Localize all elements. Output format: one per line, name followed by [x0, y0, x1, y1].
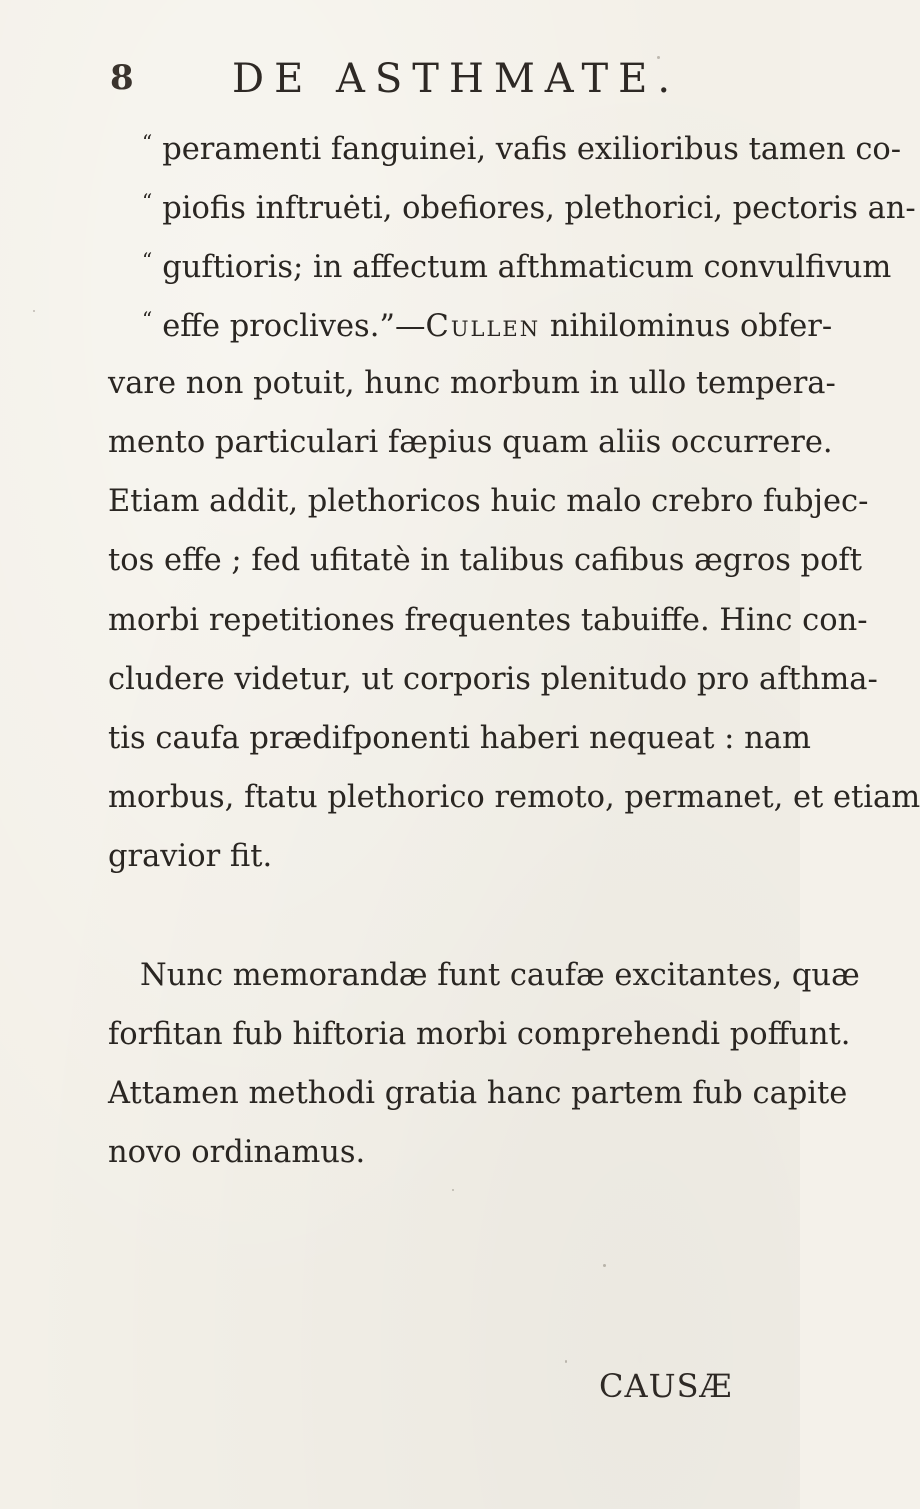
text-line: “ effe proclives.”—Cullen nihilominus obfer-: [142, 307, 833, 344]
text-line: “ guftioris; in affectum afthmaticum convulfivum: [142, 248, 892, 285]
text-line: “ piofis inftruėti, obefiores, plethorici, pectoris an-: [142, 189, 916, 226]
text-line: mento particulari fæpius quam aliis occurrere.: [108, 425, 833, 460]
text-line: Nunc memorandæ funt caufæ excitantes, quæ: [140, 958, 860, 993]
catchword: CAUSÆ: [599, 1367, 733, 1405]
ink-speck: [603, 1264, 606, 1267]
ink-speck: [565, 1360, 567, 1363]
text-line: vare non potuit, hunc morbum in ullo tempera-: [108, 366, 836, 401]
text-line: morbus, ftatu plethorico remoto, permanet, et etiam: [108, 780, 920, 815]
ink-speck: [452, 1189, 454, 1191]
text-line: tos effe ; fed ufitatè in talibus cafibus ægros poft: [108, 543, 862, 578]
ink-speck: [33, 310, 35, 312]
text-line: forfitan fub hiftoria morbi comprehendi poffunt.: [108, 1017, 851, 1052]
text-line: Etiam addit, plethoricos huic malo crebro fubjec-: [108, 484, 869, 519]
text-line: tis caufa prædifponenti haberi nequeat : nam: [108, 721, 811, 756]
text-line: gravior fit.: [108, 839, 273, 874]
text-line: “ peramenti fanguinei, vafis exilioribus tamen co-: [142, 130, 902, 167]
running-head: DE ASTHMATE.: [232, 56, 681, 102]
author-name: Cullen: [425, 309, 541, 344]
page-number: 8: [110, 58, 134, 98]
quote-mark: “: [142, 307, 153, 331]
quote-mark: “: [142, 248, 153, 272]
quote-mark: “: [142, 130, 153, 154]
text-line: Attamen methodi gratia hanc partem fub capite: [108, 1076, 848, 1111]
ink-speck: [657, 56, 660, 59]
text-line: novo ordinamus.: [108, 1135, 366, 1170]
text-line: morbi repetitiones frequentes tabuiffe. Hinc con-: [108, 603, 868, 638]
quote-mark: “: [142, 189, 153, 213]
text-line: cludere videtur, ut corporis plenitudo pro afthma-: [108, 662, 878, 697]
